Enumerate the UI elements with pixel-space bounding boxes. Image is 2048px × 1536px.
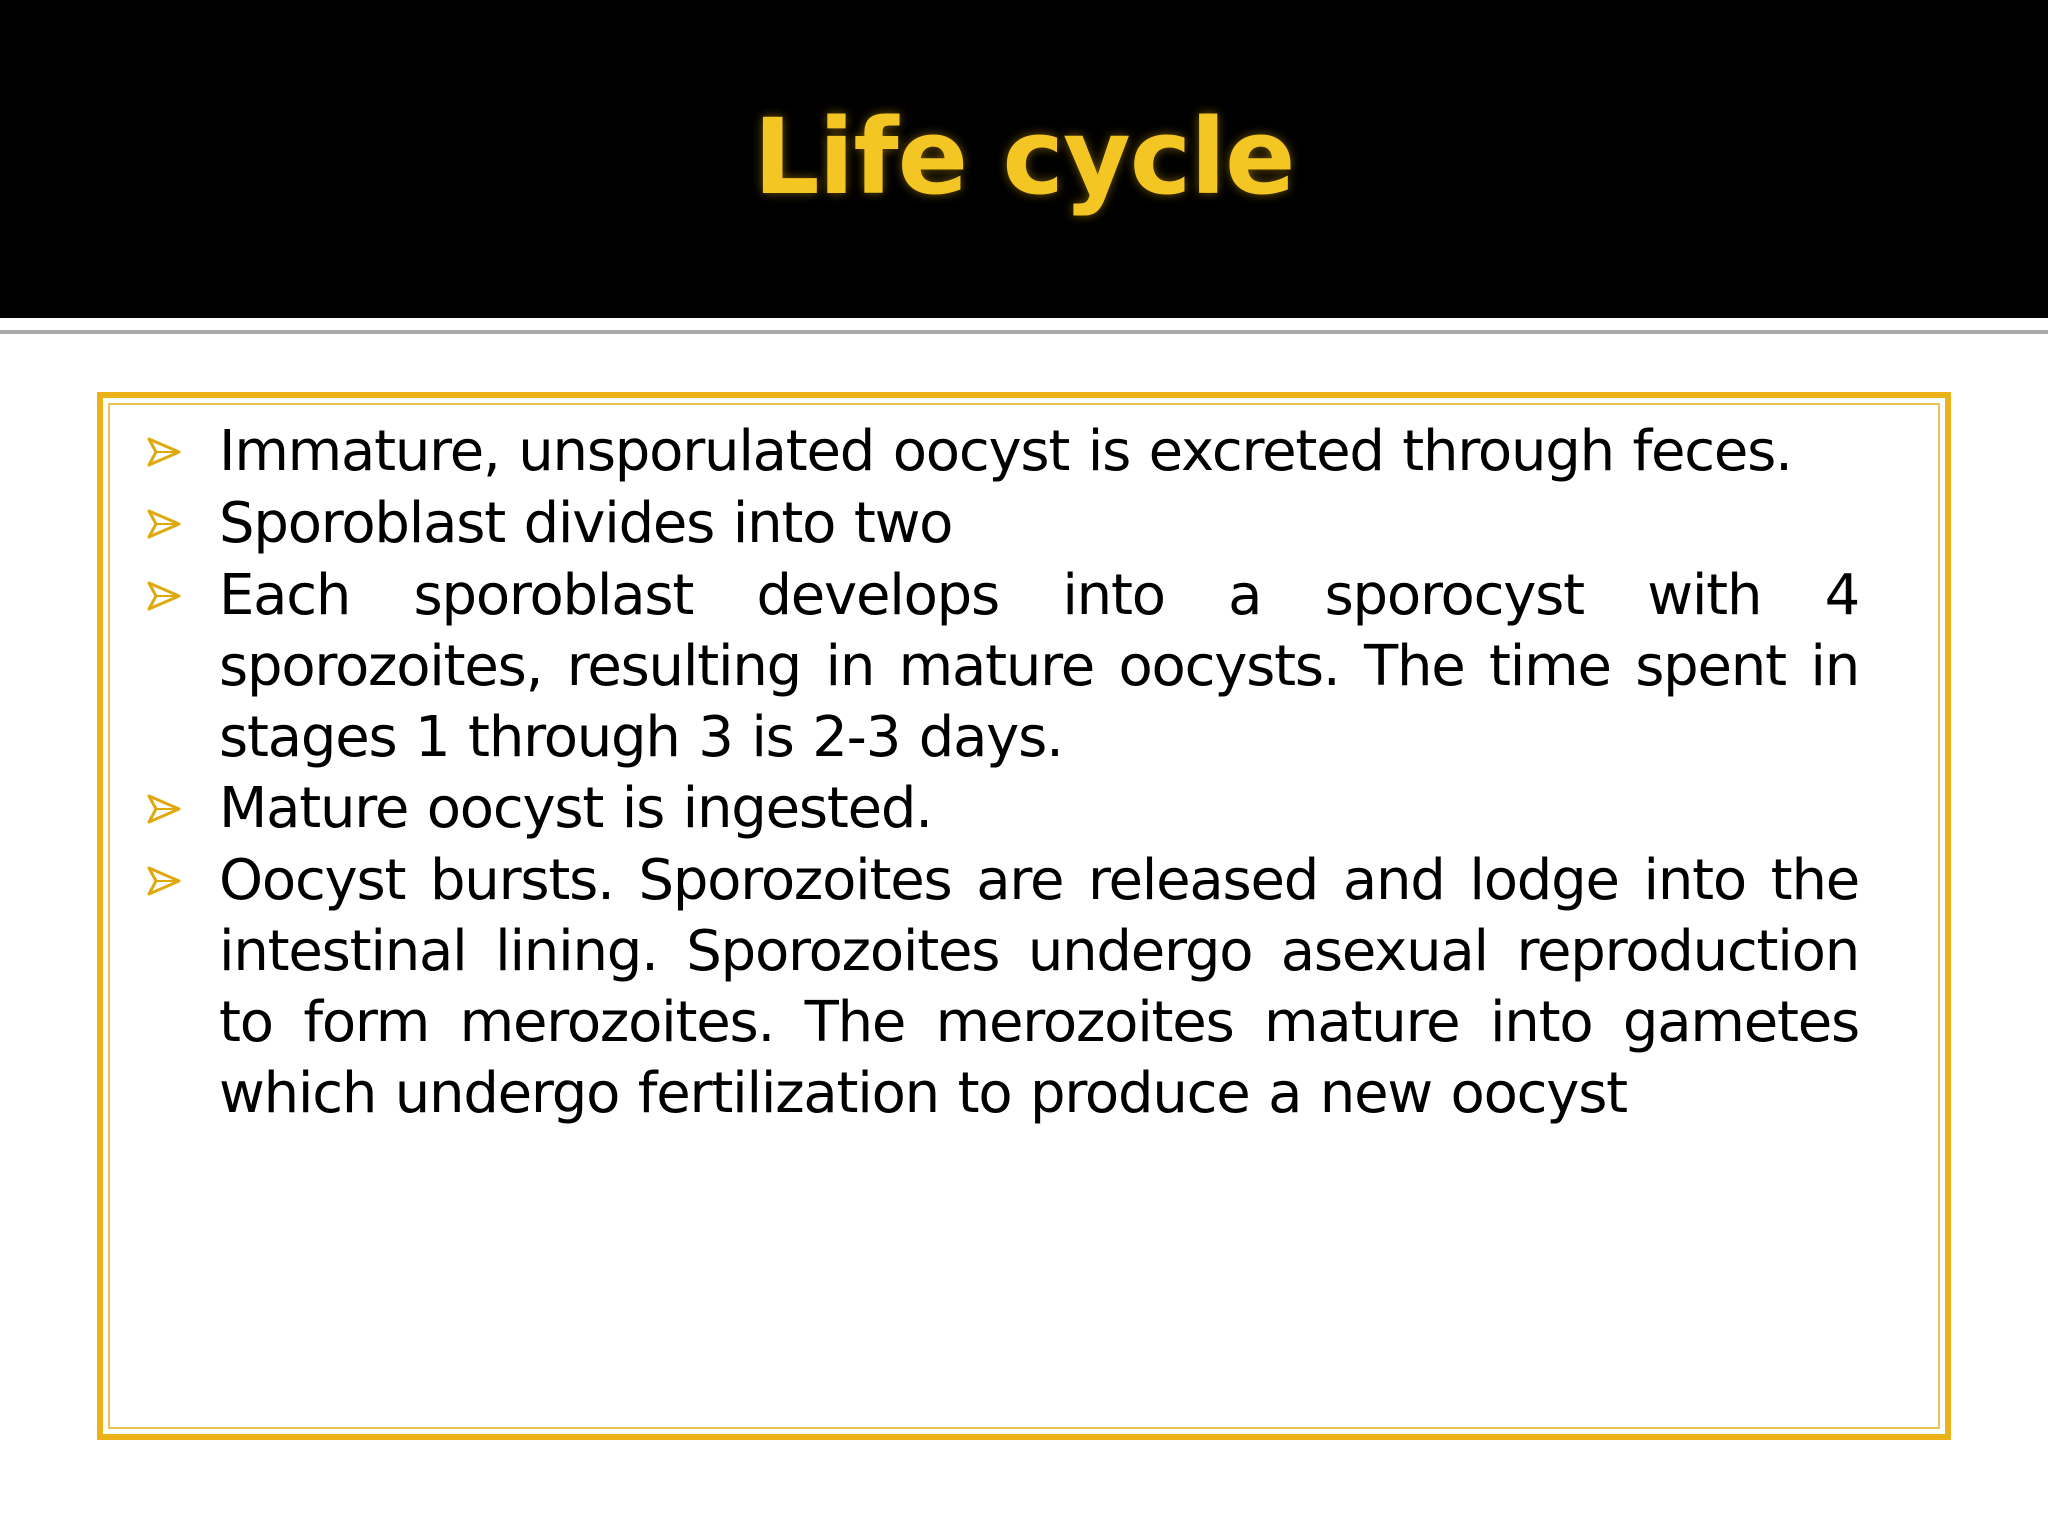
bullet-item	[147, 560, 1859, 773]
arrowhead-bullet-icon	[147, 560, 219, 632]
bullet-item	[147, 845, 1859, 1129]
bullet-text: Immature, unsporulated oocyst is excreted through feces.	[219, 419, 1792, 484]
content-box	[97, 392, 1951, 1440]
arrowhead-bullet-icon	[147, 845, 219, 917]
bullet-item	[147, 488, 1859, 560]
bullet-item	[147, 773, 1859, 845]
slide-title: Life cycle	[753, 96, 1295, 218]
bullet-text: Sporoblast divides into two	[219, 491, 953, 556]
bullet-text: Oocyst bursts. Sporozoites are released and lodge into the intestinal lining. Sporozoites undergo asexual reproduction to form merozoites. The merozoites mature into gametes which undergo fertilization to produce a new oocyst	[219, 848, 1859, 1126]
title-divider	[0, 330, 2048, 334]
bullet-text: Mature oocyst is ingested.	[219, 776, 932, 841]
bullet-text: Each sporoblast develops into a sporocyst with 4 sporozoites, resulting in mature oocysts. The time spent in stages 1 through 3 is 2-3 days.	[219, 563, 1859, 770]
bullet-list	[147, 416, 1859, 1129]
arrowhead-bullet-icon	[147, 416, 219, 488]
bullet-item	[147, 416, 1859, 488]
arrowhead-bullet-icon	[147, 773, 219, 845]
arrowhead-bullet-icon	[147, 488, 219, 560]
